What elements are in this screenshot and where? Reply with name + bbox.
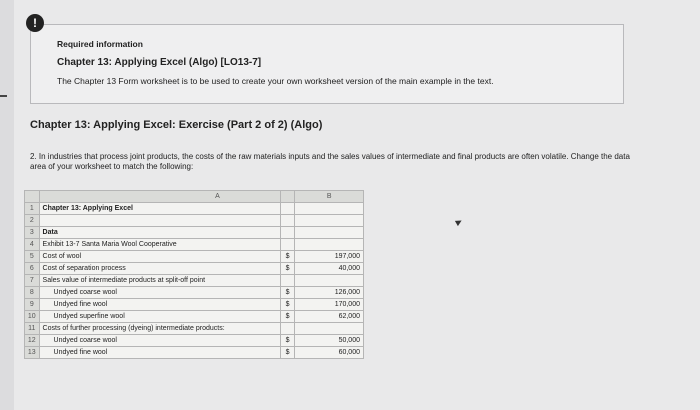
table-row [25,335,364,347]
cell-b[interactable] [295,323,364,335]
cell-a[interactable]: Cost of wool [39,251,280,263]
corner-cell [25,191,40,203]
cell-dollar[interactable]: $ [280,347,295,359]
required-information-box [30,24,624,104]
column-header-row [25,191,364,203]
info-description: The Chapter 13 Form worksheet is to be used to create your own worksheet version of the main example in the text. [57,76,494,86]
cell-a[interactable]: Undyed coarse wool [39,335,280,347]
cell-dollar[interactable]: $ [280,335,295,347]
left-panel-edge [0,0,14,410]
cell-dollar[interactable]: $ [280,287,295,299]
cell-a[interactable]: Exhibit 13-7 Santa Maria Wool Cooperative [39,239,280,251]
cell-b[interactable] [295,227,364,239]
row-number: 2 [25,215,40,227]
table-row [25,347,364,359]
row-number: 5 [25,251,40,263]
row-number: 3 [25,227,40,239]
cell-a[interactable]: Undyed coarse wool [39,287,280,299]
cell-a[interactable]: Undyed superfine wool [39,311,280,323]
cell-a[interactable]: Chapter 13: Applying Excel [39,203,280,215]
row-number: 4 [25,239,40,251]
cell-a[interactable]: Data [39,227,280,239]
spreadsheet [24,190,364,359]
row-number: 12 [25,335,40,347]
instruction-text: 2. In industries that process joint products, the costs of the raw materials inputs and the sales values of intermediate and final products are often volatile. Change the data area of your worksheet to match the following: [30,152,630,171]
row-number: 1 [25,203,40,215]
table-row [25,227,364,239]
cell-b[interactable]: 170,000 [295,299,364,311]
cell-dollar[interactable] [280,203,295,215]
cell-b[interactable] [295,215,364,227]
cell-dollar[interactable] [280,323,295,335]
column-header-spacer [280,191,295,203]
cell-dollar[interactable] [280,275,295,287]
cell-b[interactable]: 197,000 [295,251,364,263]
cell-b[interactable]: 62,000 [295,311,364,323]
info-chapter: Chapter 13: Applying Excel (Algo) [LO13-7] [57,57,262,68]
table-row [25,323,364,335]
cell-b[interactable] [295,275,364,287]
cell-dollar[interactable] [280,239,295,251]
row-number: 13 [25,347,40,359]
table-row [25,203,364,215]
cell-dollar[interactable] [280,227,295,239]
section-title: Chapter 13: Applying Excel: Exercise (Part 2 of 2) (Algo) [30,119,323,131]
cell-dollar[interactable]: $ [280,311,295,323]
cell-b[interactable]: 50,000 [295,335,364,347]
cell-dollar[interactable] [280,215,295,227]
cell-a[interactable]: Sales value of intermediate products at split-off point [39,275,280,287]
left-edge-tab[interactable] [0,95,7,97]
cell-b[interactable] [295,239,364,251]
table-row [25,239,364,251]
cell-dollar[interactable]: $ [280,263,295,275]
row-number: 7 [25,275,40,287]
cell-a[interactable]: Undyed fine wool [39,299,280,311]
table-row [25,275,364,287]
cell-b[interactable] [295,203,364,215]
column-header-b[interactable]: B [295,191,364,203]
table-row [25,263,364,275]
cell-a[interactable]: Cost of separation process [39,263,280,275]
alert-icon: ! [26,14,44,32]
table-row [25,311,364,323]
cell-a[interactable] [39,215,280,227]
table-row [25,299,364,311]
row-number: 6 [25,263,40,275]
row-number: 8 [25,287,40,299]
table-row [25,251,364,263]
row-number: 11 [25,323,40,335]
cell-dollar[interactable]: $ [280,251,295,263]
cell-b[interactable]: 126,000 [295,287,364,299]
cell-a[interactable]: Costs of further processing (dyeing) intermediate products: [39,323,280,335]
table-row [25,287,364,299]
cell-b[interactable]: 60,000 [295,347,364,359]
cell-b[interactable]: 40,000 [295,263,364,275]
row-number: 10 [25,311,40,323]
info-title: Required information [57,39,143,49]
row-number: 9 [25,299,40,311]
cell-a[interactable]: Undyed fine wool [39,347,280,359]
table-row [25,215,364,227]
cell-dollar[interactable]: $ [280,299,295,311]
column-header-a[interactable]: A [39,191,280,203]
mouse-cursor-icon [455,218,463,226]
